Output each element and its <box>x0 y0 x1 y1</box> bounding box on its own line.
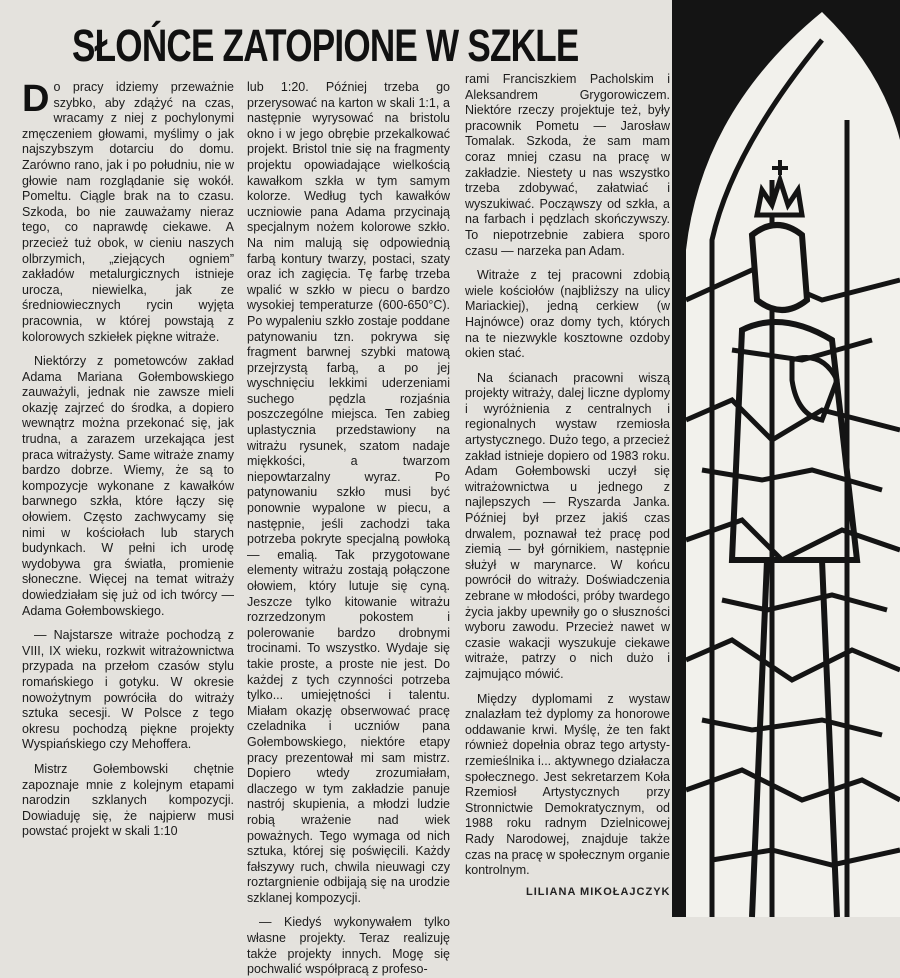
paragraph: rami Franciszkiem Pacholskim i Aleksandrem Grygorowiczem. Niektóre rzeczy projektuje też, były pracownik Pometu — Jarosław Tomalak. Szkoda, że sam mam coraz mniej czasu na pracę w zakładzie. Niestety u nas wszystko trzeba zdobywać, załatwiać i wyszukiwać. Począwszy od szkła, a na farbach i pędzlach skończywszy. To niepotrzebnie zabiera sporo czasu — narzeka pan Adam. <box>465 72 670 258</box>
paragraph-text: o pracy idziemy przeważnie szybko, aby zdążyć na czas, wracamy z niej z pochylonymi zmęczeniem głowami, myślimy o jak najszybszym dotarciu do domu. Zarówno rano, jak i po południu, nie w głowie nam rozglądanie się wokół. Pomeltu. Ciągle brak na to czasu. Szkoda, bo nie zauważamy nieraz tego, co naprawdę ciekawe. A przecież tuż obok, w cieniu naszych olbrzymich, „ziejących ogniem” zakładów metalurgicznych istnieje urocza, niewielka, jak ze średniowiecznych rycin wyjęta pracownia, w której powstają z kolorowych szkiełek piękne witraże. <box>22 80 234 344</box>
stained-glass-illustration <box>672 0 900 917</box>
drop-cap: D <box>22 78 50 120</box>
article-column-3 <box>465 72 670 880</box>
paragraph: — Kiedyś wykonywałem tylko własne projekty. Teraz realizuję także projekty innych. Mogę się pochwalić współpracą z profeso- <box>247 915 450 977</box>
article-column-1 <box>22 80 234 910</box>
paragraph: Witraże z tej pracowni zdobią wiele kościołów (najbliższy na ulicy Mariackiej), jedną cerkiew (w Hajnówce) oraz domy tych, których na te niezwykle kosztowne ozdoby okien stać. <box>465 268 670 361</box>
article-column-2 <box>247 80 450 977</box>
paragraph: Niektórzy z pometowców zakład Adama Mariana Gołembowskiego zauważyli, jednak nie zawsze mieli okazję zajrzeć do środka, a dopiero wewnątrz można przekonać się, jak trudna, a zarazem urzekająca jest praca witrażysty. Same witraże znamy bardzo dobrze. Wiemy, że są to kompozycje wykonane z kawałków barwnego szkła, które łączy się ołowiem. Często zachwycamy się nimi w kościołach lub starych budynkach. W pełni ich urodę wydobywa gra światła, promienie słoneczne. Więcej na temat witraży dowiedziałam się już od ich twórcy — Adama Gołembowskiego. <box>22 354 234 618</box>
paragraph: Między dyplomami z wystaw znalazłam też dyplomy za honorowe oddawanie krwi. Myślę, że ten fakt również dopełnia obraz tego artysty-rzemieślnika i... aktywnego działacza społecznego. Jest sekretarzem Koła Rzemiosł Artystycznych przy Stronnictwie Demokratycznym, od 1988 roku radnym Dzielnicowej Rady Narodowej, znajduje także czas na pracę w społecznym organie kontrolnym. <box>465 691 670 878</box>
article-title: SŁOŃCE ZATOPIONE W SZKLE <box>72 20 579 71</box>
stained-glass-window-icon <box>672 0 900 917</box>
paragraph: — Najstarsze witraże pochodzą z VIII, IX wieku, rozkwit witrażownictwa przypada na przełom czasów stylu romańskiego i gotyku. W okresie nowożytnym powróciła do witraży sztuka secesji. W Polsce z tego okresu pochodzą piękne projekty Wyspiańskiego czy Mehoffera. <box>22 628 234 752</box>
paragraph: Mistrz Gołembowski chętnie zapoznaje mnie z kolejnym etapami narodzin szklanych kompozycji. Dowiaduję się, że najpierw musi powstać projekt w skali 1:10 <box>22 761 234 839</box>
paragraph: lub 1:20. Później trzeba go przerysować na karton w skali 1:1, a następnie wyrysować na bristolu okno i w jego obrębie przekalkować projekt. Bristol tnie się na fragmenty projektu opowiadające wielkością kawałkom szkła w tym samym kolorze. Według tych kawałków uczniowie pana Adama przycinają specjalnym nożem kolorowe szkło. Na nim malują się odpowiednią farbą kontury twarzy, postaci, szaty oraz ich zagięcia. Tę farbę trzeba wpalić w szkło w piecu o bardzo wysokiej temperaturze (600-650°C). Po wypaleniu szkło zostaje poddane patynowaniu tzn. pokrywa się fragment barwnej szybki matową przejrzystą farbą, a po jej wyschnięciu lekkimi uderzeniami suchego pędzla rozjaśnia poszczególne miejsca. Ten zabieg uplastycznia przedstawiony na witrażu rysunek, szatom nadaje miękkości, a twarzom niepowtarzalny wyraz. Po patynowaniu szkło musi być ponownie wypalone w piecu, a następnie, jeśli zachodzi taka potrzeba pokryte specjalną powłoką — emalią. Tak przygotowane elementy witrażu zostają połączone ołowiem, który lutuje się cyną. Jeszcze tylko kitowanie witrażu rozrzedzonym pokostem i polerowanie bardzo drobnymi trocinami. To wszystko. Wydaje się takie proste, a proste nie jest. Do każdej z tych czynności potrzeba tylko... umiejętności i talentu. Miałam okazję obserwować pracę czeladnika i uczniów pana Gołembowskiego, niektóre etapy pracy prezentował mi sam mistrz. Dopiero wtedy zrozumiałam, dlaczego w tym zakładzie panuje nastrój skupienia, a młodzi ludzie robią wrażenie nad wiek poważnych. Tego wymaga od nich sztuka, której się poświęcili. Każdy fałszywy ruch, chwila nieuwagi czy roztargnienie odbijają się na urodzie szklanej kompozycji. <box>247 80 450 905</box>
paragraph <box>22 80 234 345</box>
paragraph: Na ścianach pracowni wiszą projekty witraży, dalej liczne dyplomy i wyróżnienia z centralnych i regionalnych wystaw rzemiosła artystycznego. Dużo tego, a przecież zakład istnieje dopiero od 1983 roku. Adam Gołembowski uczył się witrażownictwa u jednego z najlepszych — Ryszarda Janka. Później był przez jakiś czas drwalem, poznawał też pracę pod ziemią — był górnikiem, następnie służył w marynarce. W końcu powrócił do witraży. Doświadczenia zebrane w młodości, próby twardego życia jakby upewniły go o słuszności wyboru zawodu. Przecież nawet w czasie wakacji wyszukuje ciekawe witraże, patrzy o nich dużo i zajmująco mówić. <box>465 370 670 681</box>
author-byline: LILIANA MIKOŁAJCZYK <box>526 886 671 898</box>
